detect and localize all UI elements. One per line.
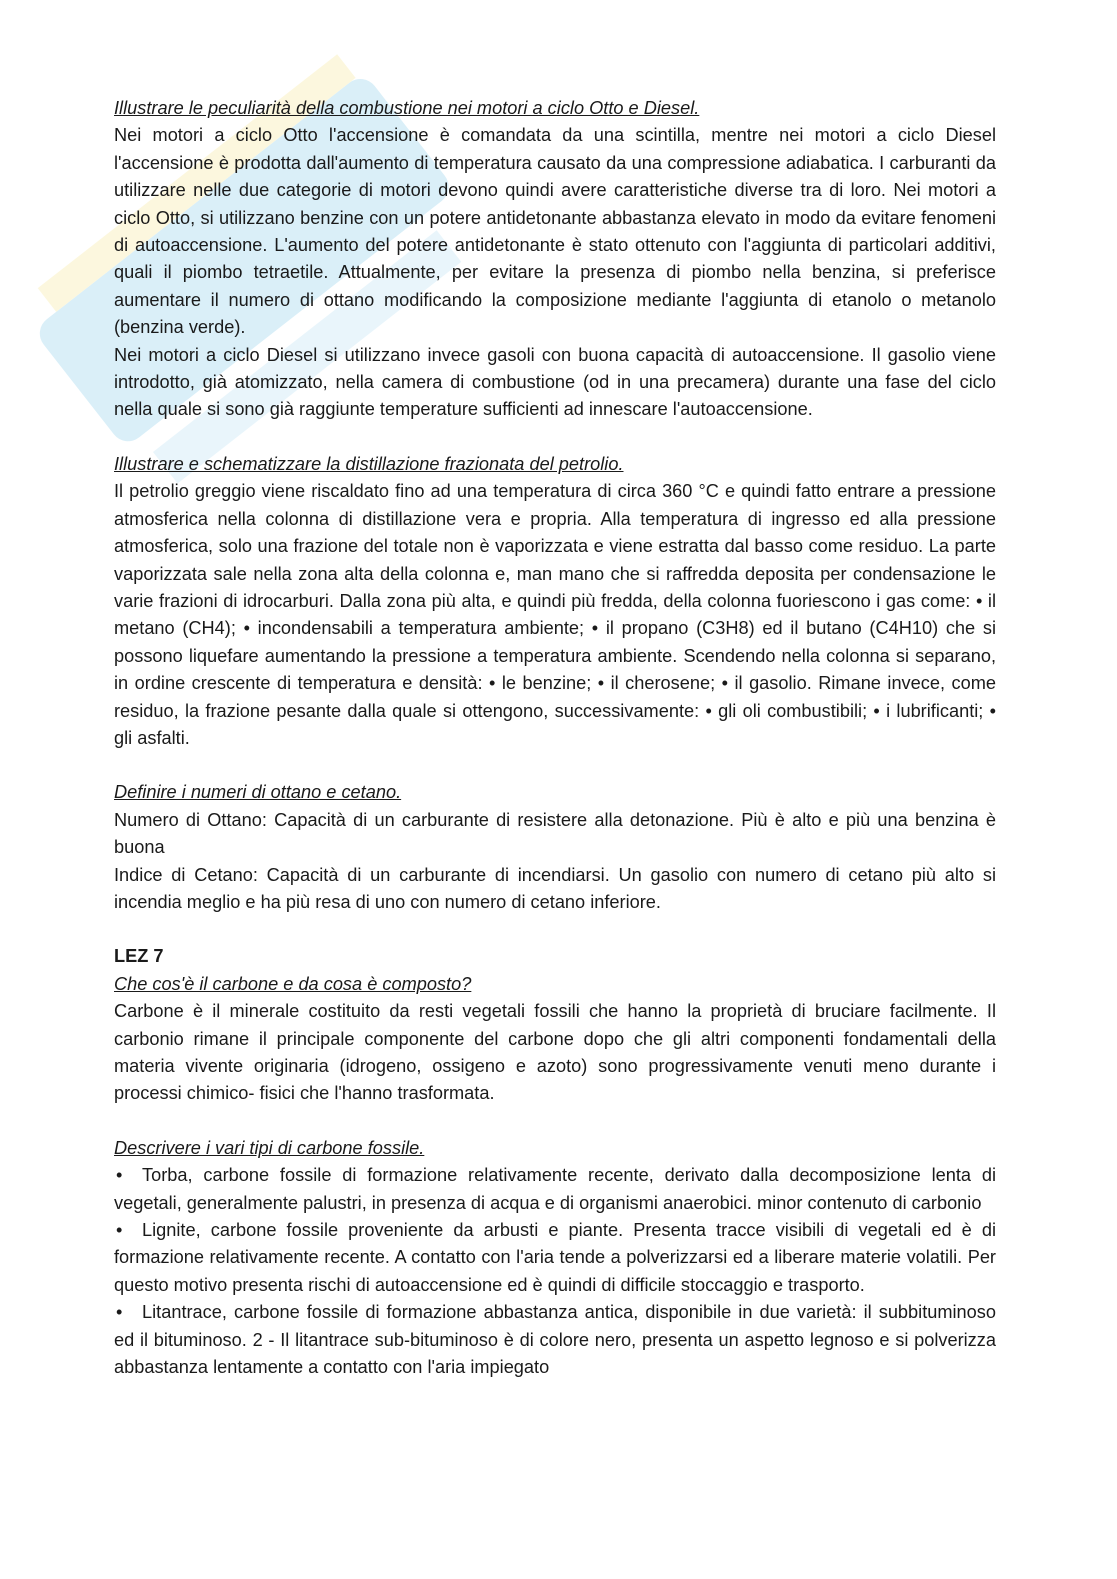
document-page <box>114 95 996 1381</box>
question-heading: Che cos'è il carbone e da cosa è composto? <box>114 973 472 994</box>
bullet-icon: • <box>116 1165 123 1186</box>
section-combustione <box>114 95 996 424</box>
paragraph: Indice di Cetano: Capacità di un carburante di incendiarsi. Un gasolio con numero di cetano più alto si incendia meglio e ha più resa di uno con numero di cetano inferiore. <box>114 864 996 912</box>
question-heading: Descrivere i vari tipi di carbone fossile. <box>114 1137 425 1158</box>
section-distillazione <box>114 451 996 752</box>
question-heading: Definire i numeri di ottano e cetano. <box>114 782 402 803</box>
list-item: • Torba, carbone fossile di formazione relativamente recente, derivato dalla decomposizione lenta di vegetali, generalmente palustri, in presenza di acqua e di organismi anaerobici. minor contenuto di carbonio <box>114 1162 996 1217</box>
bullet-icon: • <box>116 1220 123 1241</box>
question-heading: Illustrare le peculiarità della combustione nei motori a ciclo Otto e Diesel. <box>114 98 700 118</box>
section-tipi-carbone <box>114 1135 996 1382</box>
paragraph: Nei motori a ciclo Diesel si utilizzano invece gasoli con buona capacità di autoaccensione. Il gasolio viene introdotto, già atomizzato, nella camera di combustione (od in una precamera) durante una fase del ciclo nella quale si sono già raggiunte temperature sufficienti ad innescare l'autoaccensione. <box>114 344 996 420</box>
section-ottano-cetano <box>114 779 996 916</box>
paragraph: Numero di Ottano: Capacità di un carburante di resistere alla detonazione. Più è alto e più una benzina è buona <box>114 809 996 858</box>
section-carbone <box>114 971 996 1108</box>
list-item: • Lignite, carbone fossile proveniente da arbusti e piante. Presenta tracce visibili di vegetali ed è di formazione relativamente recente. A contatto con l'aria tende a polverizzarsi ed a liberare materie volatili. Per questo motivo presenta rischi di autoaccensione ed è quindi di difficile stoccaggio e trasporto. <box>114 1217 996 1299</box>
lesson-heading: LEZ 7 <box>114 946 164 967</box>
list-item: • Litantrace, carbone fossile di formazione abbastanza antica, disponibile in due varietà: il subbituminoso ed il bituminoso. 2 - Il litantrace sub-bituminoso è di colore nero, presenta un aspetto legnoso e si polverizza abbastanza lentamente a contatto con l'aria impiegato <box>114 1299 996 1381</box>
bullet-icon: • <box>116 1302 123 1323</box>
paragraph: Carbone è il minerale costituito da resti vegetali fossili che hanno la proprietà di bruciare facilmente. Il carbonio rimane il principale componente del carbone dopo che gli altri componenti fondamentali della materia vivente originaria (idrogeno, ossigeno e azoto) sono progressivamente venuti meno durante i processi chimico- fisici che l'hanno trasformata. <box>114 1001 996 1104</box>
question-heading: Illustrare e schematizzare la distillazione frazionata del petrolio. <box>114 453 624 474</box>
paragraph: Il petrolio greggio viene riscaldato fino ad una temperatura di circa 360 °C e quindi fatto entrare a pressione atmosferica nella colonna di distillazione vera e propria. Alla temperatura di ingresso ed alla pressione atmosferica, solo una frazione del totale non è vaporizzata e viene estratta dal basso come residuo. La parte vaporizzata sale nella zona alta della colonna e, man mano che si raffredda deposita per condensazione le varie frazioni di idrocarburi. Dalla zona più alta, e quindi più fredda, della colonna fuoriescono i gas come: • il metano (CH4); • incondensabili a temperatura ambiente; • il propano (C3H8) ed il butano (C4H10) che si possono liquefare aumentando la pressione a temperatura ambiente. Scendendo nella colonna si separano, in ordine crescente di temperatura e densità: • le benzine; • il cherosene; • il gasolio. Rimane invece, come residuo, la frazione pesante dalla quale si ottengono, successivamente: • gli oli combustibili; • i lubrificanti; • gli asfalti. <box>114 481 996 748</box>
paragraph: Nei motori a ciclo Otto l'accensione è comandata da una scintilla, mentre nei motori a ciclo Diesel l'accensione è prodotta dall'aumento di temperatura causato da una compressione adiabatica. I carburanti da utilizzare nelle due categorie di motori devono quindi avere caratteristiche diverse tra di loro. Nei motori a ciclo Otto, si utilizzano benzine con un potere antidetonante abbastanza elevato in modo da evitare fenomeni di autoaccensione. L'aumento del potere antidetonante è stato ottenuto con l'aggiunta di particolari additivi, quali il piombo tetraetile. Attualmente, per evitare la presenza di piombo nella benzina, si preferisce aumentare il numero di ottano modificando la composizione mediante l'aggiunta di etanolo o metanolo (benzina verde). <box>114 125 996 338</box>
